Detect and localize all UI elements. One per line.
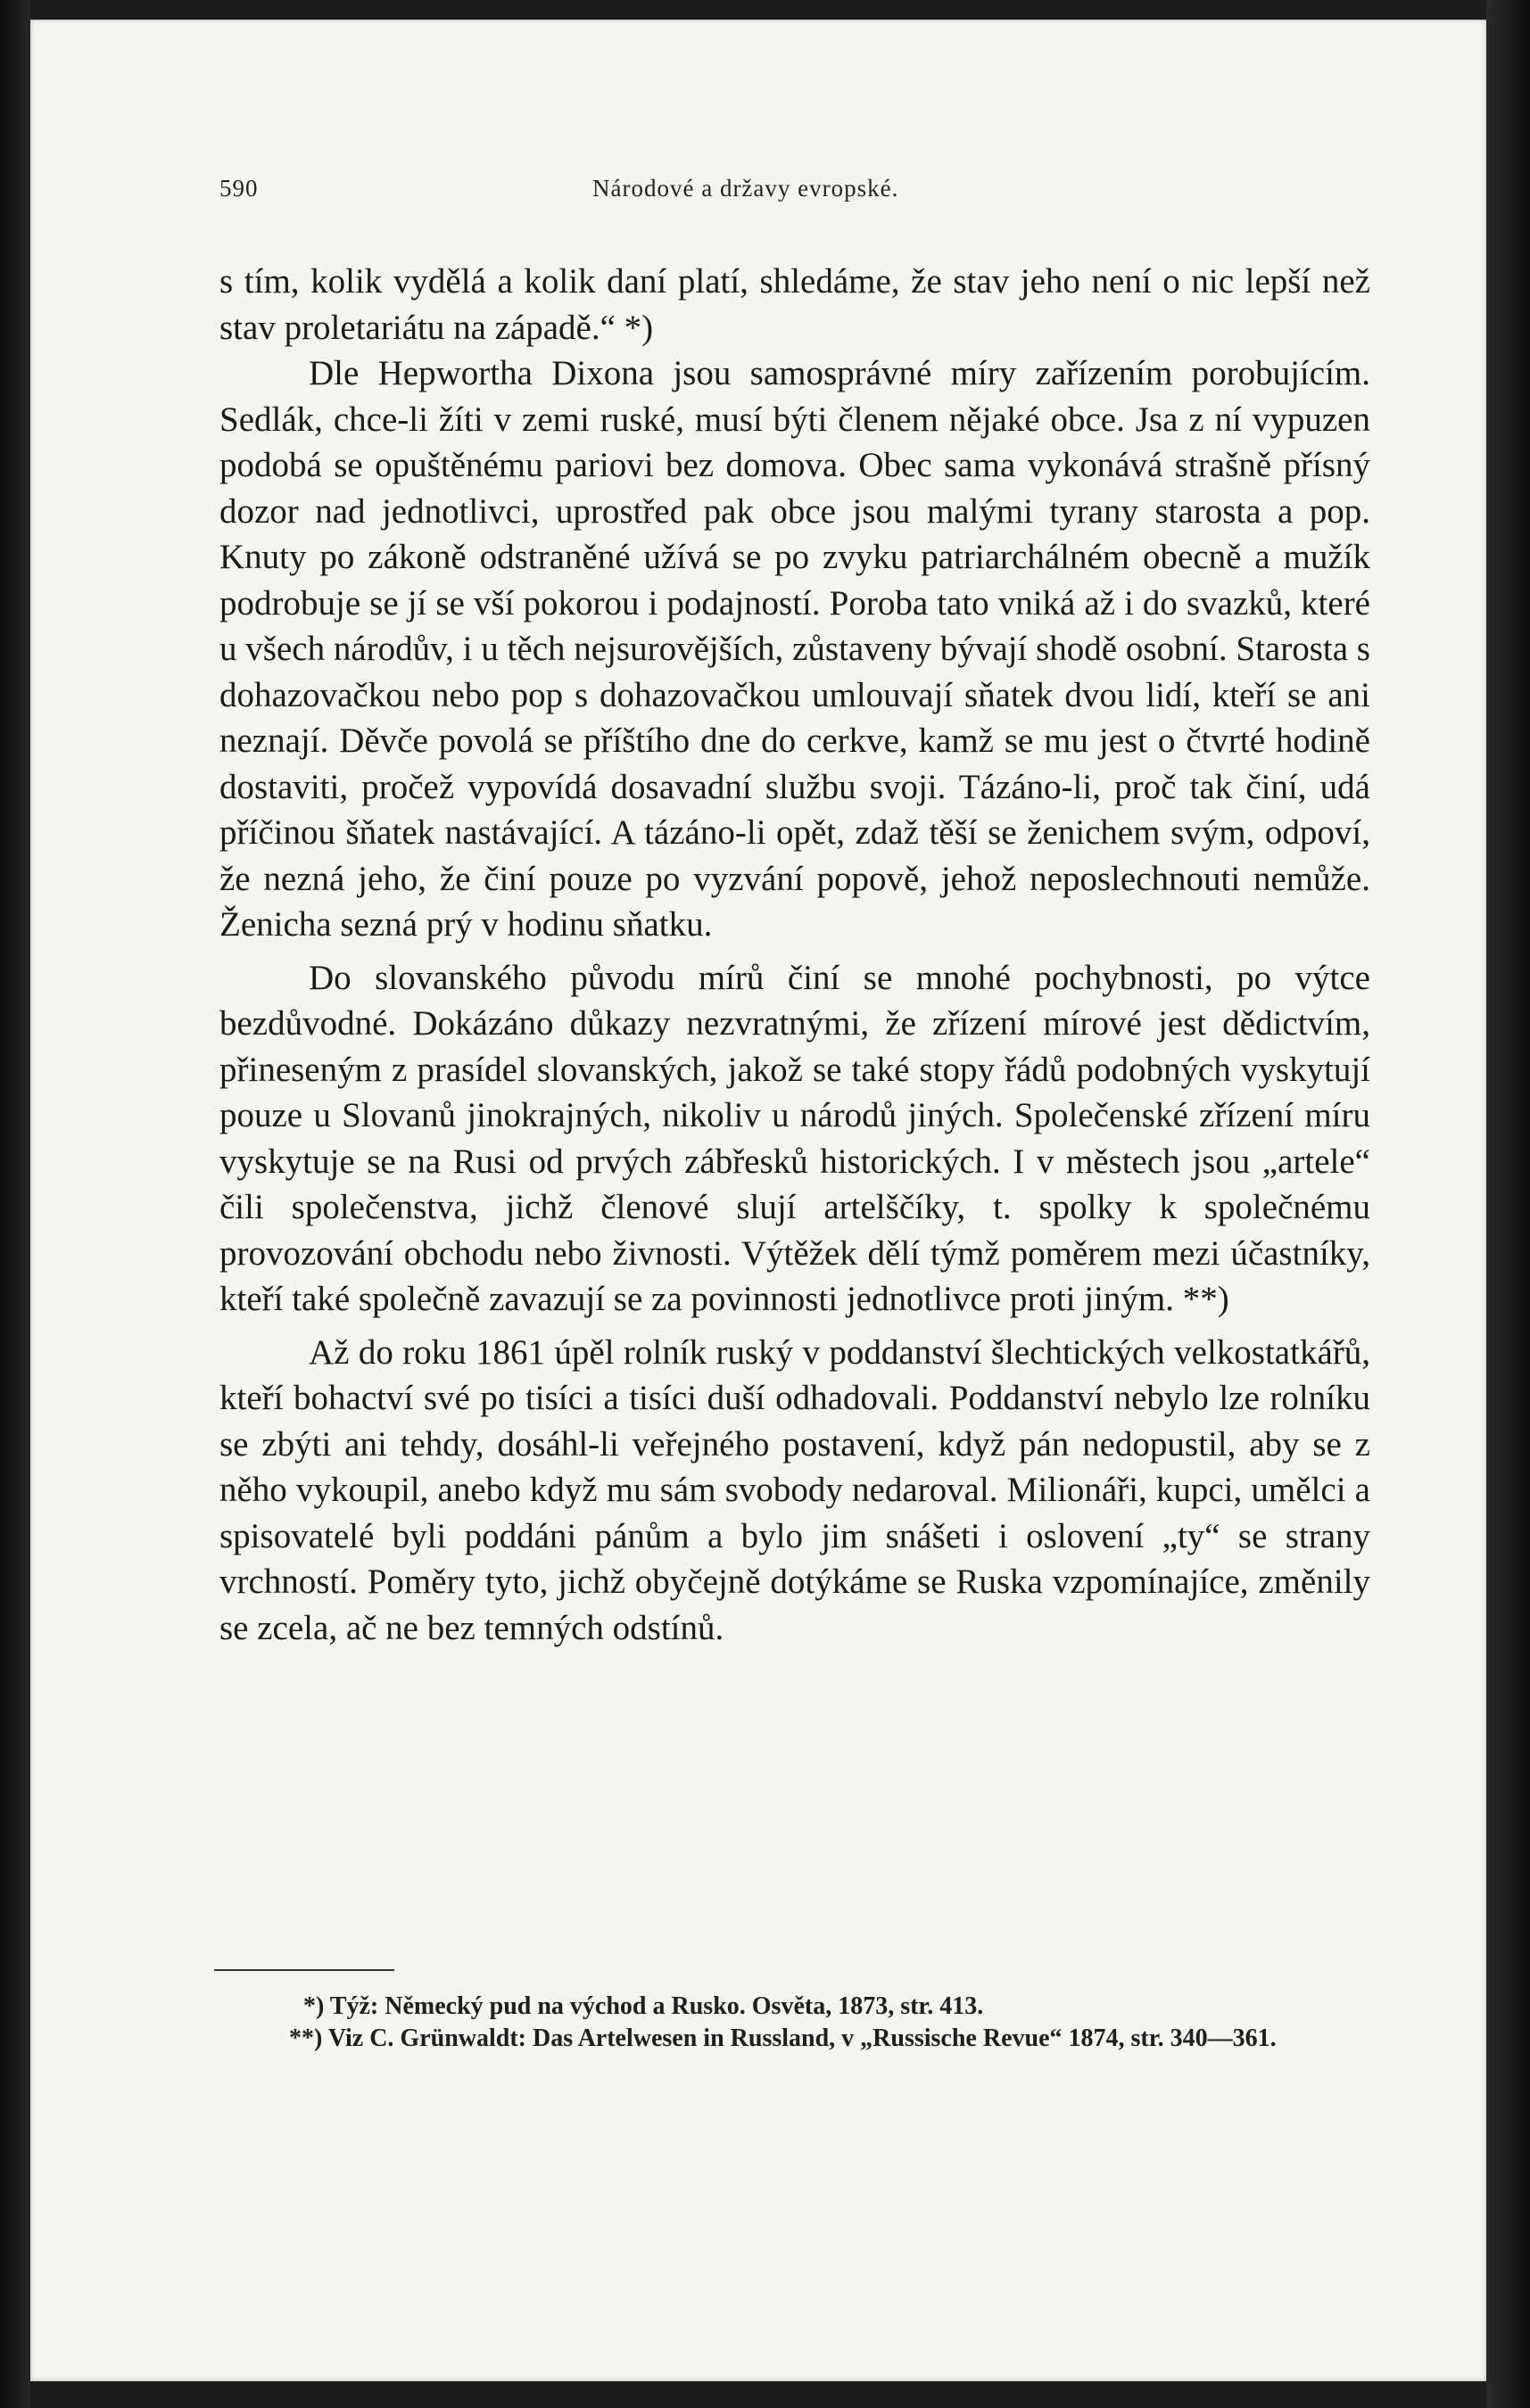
page-number: 590 <box>219 175 259 202</box>
footnotes <box>214 1991 1374 2055</box>
scan-border-left <box>0 0 30 2408</box>
footnote-2: **) Viz C. Grünwaldt: Das Artelwesen in Russland, v „Russische Revue“ 1874, str. 340—361. <box>289 2025 1277 2052</box>
body-text <box>219 259 1370 1651</box>
paragraph-slavic-origin: Do slovanského původu mírů činí se mnohé pochybnosti, po výtce bezdůvodné. Dokázáno důkazy nezvratnými, že zřízení mírové jest dědictvím, přineseným z prasídel slovanských, jakož se také stopy řádů podobných vyskytují pouze u Slovanů jinokrajných, nikoliv u národů jiných. Společenské zřízení míru vyskytuje se na Rusi od prvých zábřesků historických. I v městech jsou „artele“ čili společenstva, jichž členové slují artelščíky, t. spolky k společnému provozování obchodu nebo živnosti. Výtěžek dělí týmž poměrem mezi účastníky, kteří také společně zavazují se za povinnosti jednotlivce proti jiným. **) <box>219 958 1370 1318</box>
footnote-1: *) Týž: Německý pud na východ a Rusko. Osvěta, 1873, str. 413. <box>303 1992 984 2020</box>
running-head <box>219 175 996 210</box>
paragraph-dixon: Dle Hepwortha Dixona jsou samosprávné míry zařízením porobujícím. Sedlák, chce-li žíti v zemi ruské, musí býti členem nějaké obce. Jsa z ní vypuzen podobá se opuštěnému pariovi bez domova. Obec sama vykonává strašně přísný dozor nad jednotlivci, uprostřed pak obce jsou malými tyrany starosta a pop. Knuty po zákoně odstraněné užívá se po zvyku patriarchálném obecně a mužík podrobuje se jí se vší pokorou i podajností. Poroba tato vniká až i do svazků, které u všech národův, i u těch nejsurovějších, zůstaveny bývají shodě osobní. Starosta s dohazovačkou nebo pop s dohazovačkou umlouvají sňatek dvou lidí, kteří se ani neznají. Děvče povolá se příštího dne do cerkve, kamž se mu jest o čtvrté hodině dostaviti, pročež vypovídá dosavadní službu svoji. Tázáno-li, proč tak činí, udá příčinou šňatek nastávající. A tázáno-li opět, zdaž těší se ženichem svým, odpoví, že nezná jeho, že činí pouze po vyzvání popově, jehož neposlechnouti nemůže. Ženicha sezná prý v hodinu sňatku. <box>219 354 1370 944</box>
paragraph-continued: s tím, kolik vydělá a kolik daní platí, shledáme, že stav jeho není o nic lepší než stav proletariátu na západě.“ *) <box>219 262 1370 347</box>
scan-border-right <box>1486 0 1530 2408</box>
paragraph-serfdom: Až do roku 1861 úpěl rolník ruský v poddanství šlechtických velkostatkářů, kteří bohactví své po tisíci a tisíci duší odhadovali. Poddanství nebylo lze rolníku se zbýti ani tehdy, dosáhl-li veřejného postavení, když pán nedopustil, aby se z něho vykoupil, anebo když mu sám svobody nedaroval. Milionáři, kupci, umělci a spisovatelé byli poddáni pánům a bylo jim snášeti i oslovení „ty“ se strany vrchností. Poměry tyto, jichž obyčejně dotýkáme se Ruska vzpomínajíce, změnily se zcela, ač ne bez temných odstínů. <box>219 1332 1370 1647</box>
running-title: Národové a državy evropské. <box>592 175 899 202</box>
footnote-divider <box>214 1969 394 1971</box>
